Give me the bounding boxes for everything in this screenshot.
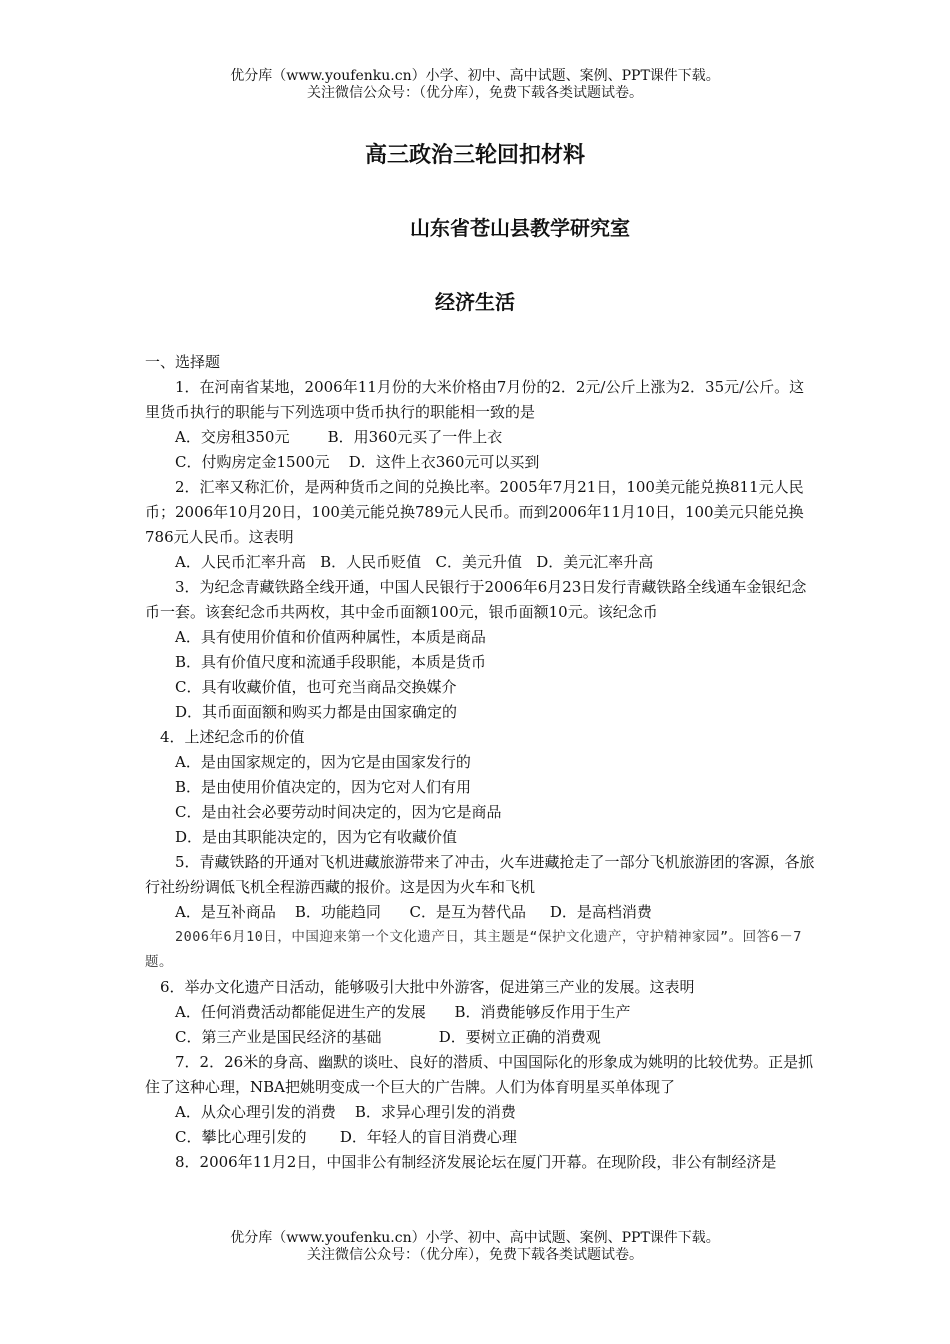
page-header [0,68,950,102]
text-line: 一、选择题 [145,353,221,371]
text-line: 1．在河南省某地，2006年11月份的大米价格由7月份的2．2元/公斤上涨为2．35元/公斤。这里货币执行的职能与下列选项中货币执行的职能相一致的是 [145,378,805,421]
text-line: 2006年6月10日，中国迎来第一个文化遗产日，其主题是“保护文化遗产，守护精神家园”。回答6－7题。 [145,929,802,970]
text-line: A．人民币汇率升高 B．人民币贬值 C．美元升值 D．美元汇率升高 [175,553,654,571]
text-line: 7．2．26米的身高、幽默的谈吐、良好的潜质、中国国际化的形象成为姚明的比较优势。正是抓住了这种心理，NBA把姚明变成一个巨大的广告牌。人们为体育明星买单体现了 [145,1053,814,1096]
page-footer [0,1230,950,1264]
text-line: D．其币面面额和购买力都是由国家确定的 [175,703,458,721]
text-line: C．具有收藏价值，也可充当商品交换媒介 [175,678,457,696]
text-line: A．具有使用价值和价值两种属性，本质是商品 [175,628,486,646]
text-line: C．攀比心理引发的 D．年轻人的盲目消费心理 [175,1128,517,1146]
footer-line-2: 关注微信公众号：（优分库），免费下载各类试题试卷。 [307,1247,643,1263]
text-line: 5．青藏铁路的开通对飞机进藏旅游带来了冲击，火车进藏抢走了一部分飞机旅游团的客源，各旅行社纷纷调低飞机全程游西藏的报价。这是因为火车和飞机 [145,853,815,896]
section-title: 经济生活 [435,290,515,314]
footer-line-1: 优分库（www.youfenku.cn）小学、初中、高中试题、案例、PPT课件下载。 [230,1230,720,1246]
document-title: 高三政治三轮回扣材料 [364,142,585,168]
text-line: 3．为纪念青藏铁路全线开通，中国人民银行于2006年6月23日发行青藏铁路全线通车金银纪念币一套。该套纪念币共两枚，其中金币面额100元，银币面额10元。该纪念币 [145,578,807,621]
text-line: A．交房租350元 B．用360元买了一件上衣 [175,428,503,446]
text-line: A．是由国家规定的，因为它是由国家发行的 [175,753,471,771]
text-line: 2．汇率又称汇价，是两种货币之间的兑换比率。2005年7月21日，100美元能兑换811元人民币；2006年10月20日，100美元能兑换789元人民币。而到2006年11月10日，100美元只能兑换786元人民币。这表明 [145,478,804,546]
text-line: 6．举办文化遗产日活动，能够吸引大批中外游客，促进第三产业的发展。这表明 [160,978,695,996]
text-line: 8．2006年11月2日，中国非公有制经济发展论坛在厦门开幕。在现阶段，非公有制经济是 [175,1153,777,1171]
text-line: 4．上述纪念币的价值 [160,728,305,746]
document-subtitle: 山东省苍山县教学研究室 [410,216,630,240]
text-line: C．付购房定金1500元 D．这件上衣360元可以买到 [175,453,540,471]
text-line: B．具有价值尺度和流通手段职能，本质是货币 [175,653,487,671]
text-line: C．是由社会必要劳动时间决定的，因为它是商品 [175,803,502,821]
text-line: D．是由其职能决定的，因为它有收藏价值 [175,828,458,846]
text-line: B．是由使用价值决定的，因为它对人们有用 [175,778,472,796]
text-line: A．任何消费活动都能促进生产的发展 B．消费能够反作用于生产 [175,1003,631,1021]
text-line: C．第三产业是国民经济的基础 D．要树立正确的消费观 [175,1028,601,1046]
text-line: A．是互补商品 B．功能趋同 C．是互为替代品 D．是高档消费 [175,903,652,921]
header-line-2: 关注微信公众号：（优分库），免费下载各类试题试卷。 [307,85,643,101]
text-line: A．从众心理引发的消费 B．求异心理引发的消费 [175,1103,516,1121]
question-body [145,350,815,1175]
header-line-1: 优分库（www.youfenku.cn）小学、初中、高中试题、案例、PPT课件下载。 [230,68,720,84]
